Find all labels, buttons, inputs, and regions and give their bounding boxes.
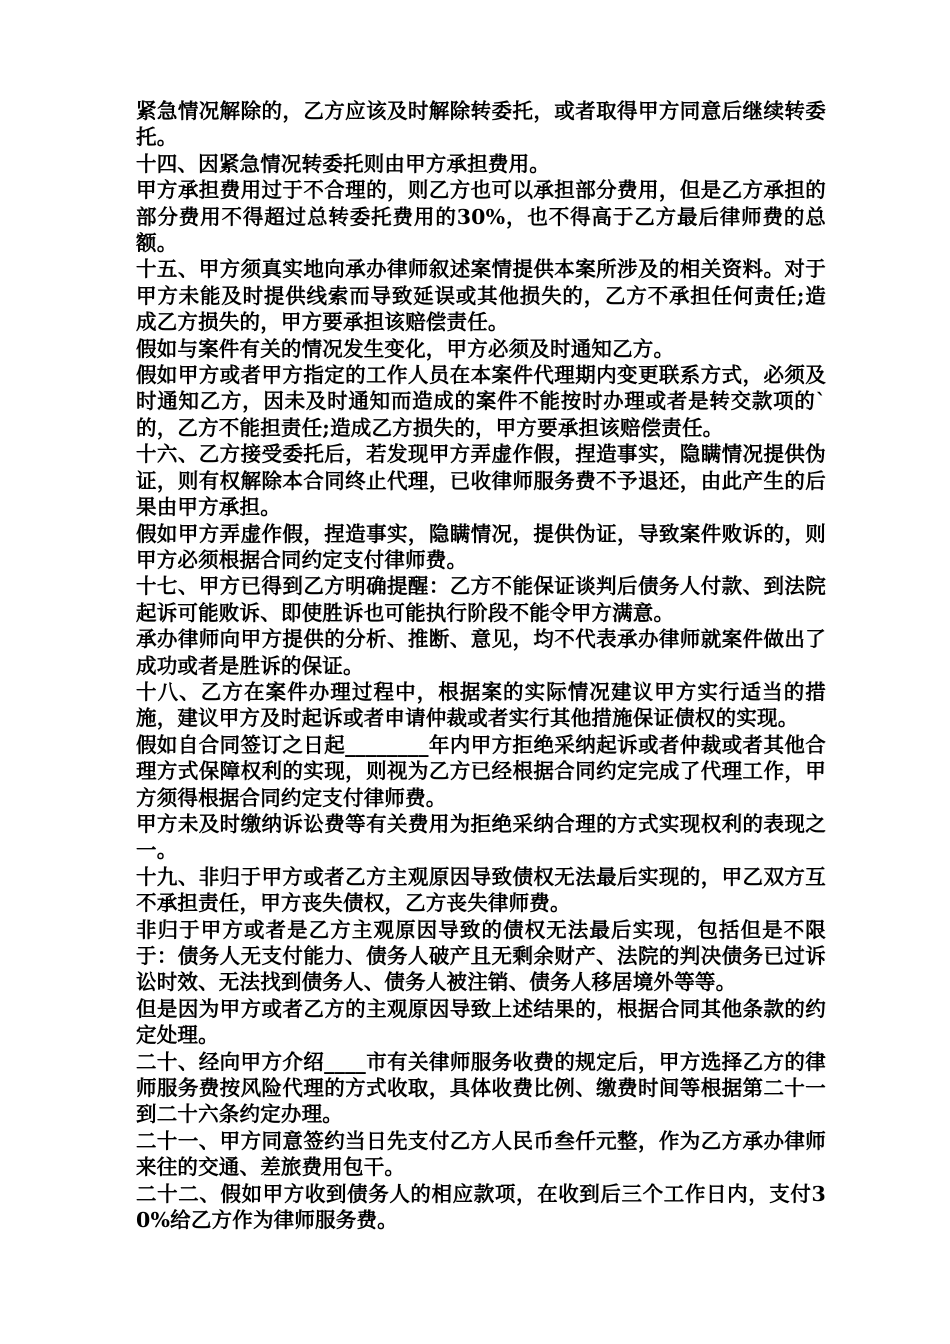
paragraph: 紧急情况解除的，乙方应该及时解除转委托，或者取得甲方同意后继续转委托。: [136, 99, 826, 150]
paragraph: 十九、非归于甲方或者乙方主观原因导致债权无法最后实现的，甲乙双方互不承担责任，甲方丧失债权，乙方丧失律师费。: [136, 864, 826, 916]
paragraph: 非归于甲方或者是乙方主观原因导致的债权无法最后实现，包括但是不限于：债务人无支付能力、债务人破产且无剩余财产、法院的判决债务已过诉讼时效、无法找到债务人、债务人被注销、债务人移居境外等等。: [136, 917, 826, 995]
paragraph: 假如与案件有关的情况发生变化，甲方必须及时通知乙方。: [136, 336, 675, 361]
paragraph: 但是因为甲方或者乙方的主观原因导致上述结果的，根据合同其他条款的约定处理。: [136, 996, 826, 1048]
paragraph: 十七、甲方已得到乙方明确提醒：乙方不能保证谈判后债务人付款、到法院起诉可能败诉、即使胜诉也可能执行阶段不能令甲方满意。: [136, 574, 826, 625]
paragraph: 二十、经向甲方介绍____市有关律师服务收费的规定后，甲方选择乙方的律师服务费按风险代理的方式收取，具体收费比例、缴费时间等根据第二十一到二十六条约定办理。: [136, 1049, 826, 1127]
paragraph: 十五、甲方须真实地向承办律师叙述案情提供本案所涉及的相关资料。对于甲方未能及时提供线索而导致延误或其他损失的，乙方不承担任何责任;造成乙方损失的，甲方要承担该赔偿责任。: [136, 257, 826, 335]
paragraph: 十八、乙方在案件办理过程中，根据案的实际情况建议甲方实行适当的措施，建议甲方及时起诉或者申请仲裁或者实行其他措施保证债权的实现。: [136, 679, 826, 731]
paragraph: 假如甲方弄虚作假，捏造事实，隐瞒情况，提供伪证，导致案件败诉的，则甲方必须根据合同约定支付律师费。: [136, 521, 826, 572]
paragraph: 假如自合同签订之日起________年内甲方拒绝采纳起诉或者仲裁或者其他合理方式保障权利的实现，则视为乙方已经根据合同约定完成了代理工作，甲方须得根据合同约定支付律师费。: [136, 732, 826, 810]
paragraph: 二十一、甲方同意签约当日先支付乙方人民币叁仟元整，作为乙方承办律师来往的交通、差旅费用包干。: [136, 1128, 826, 1180]
paragraph: 假如甲方或者甲方指定的工作人员在本案件代理期内变更联系方式，必须及时通知乙方，因未及时通知而造成的案件不能按时办理或者是转交款项的`的，乙方不能担责任;造成乙方损失的，甲方要承担该赔偿责任。: [136, 363, 826, 440]
paragraph: 承办律师向甲方提供的分析、推断、意见，均不代表承办律师就案件做出了成功或者是胜诉的保证。: [136, 627, 826, 678]
paragraph: 甲方承担费用过于不合理的，则乙方也可以承担部分费用，但是乙方承担的部分费用不得超过总转委托费用的30%，也不得高于乙方最后律师费的总额。: [136, 178, 826, 256]
paragraph: 十四、因紧急情况转委托则由甲方承担费用。: [136, 151, 550, 176]
paragraph: 甲方未及时缴纳诉讼费等有关费用为拒绝采纳合理的方式实现权利的表现之一。: [136, 811, 826, 863]
contract-text: [136, 98, 826, 1233]
paragraph: 十六、乙方接受委托后，若发现甲方弄虚作假，捏造事实，隐瞒情况提供伪证，则有权解除本合同终止代理，已收律师服务费不予退还，由此产生的后果由甲方承担。: [136, 442, 826, 520]
paragraph: 二十二、假如甲方收到债务人的相应款项，在收到后三个工作日内，支付30%给乙方作为律师服务费。: [136, 1181, 826, 1233]
